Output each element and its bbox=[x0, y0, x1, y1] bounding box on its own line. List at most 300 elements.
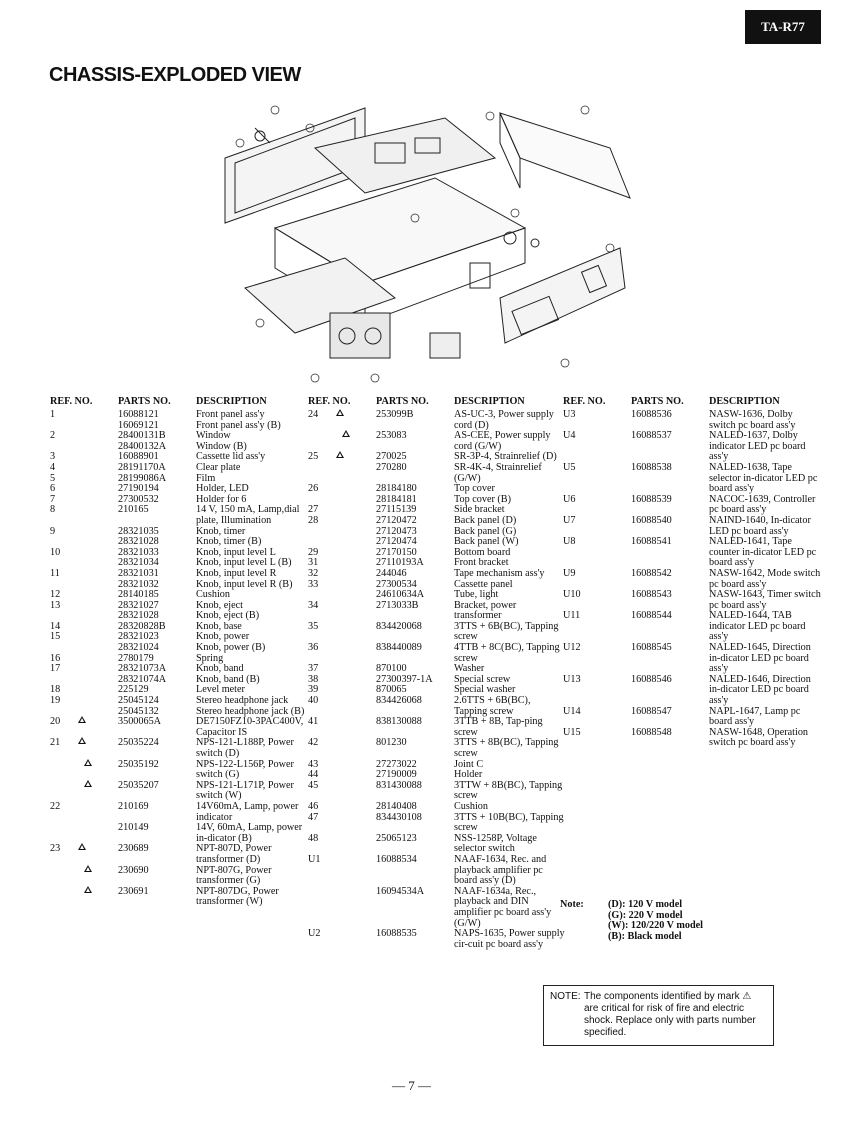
model-note-label: Note: bbox=[560, 899, 584, 910]
description: Knob, input level R bbox=[196, 567, 277, 579]
parts-row bbox=[50, 505, 308, 526]
warning-triangle-icon bbox=[84, 865, 92, 872]
ref-no: U7 bbox=[563, 514, 576, 526]
ref-no: 7 bbox=[50, 493, 56, 505]
description: Back panel (G) bbox=[454, 525, 517, 537]
description: Window bbox=[196, 430, 231, 442]
parts-no: 834430108 bbox=[376, 811, 422, 823]
ref-no: 45 bbox=[308, 779, 319, 791]
ref-no: 35 bbox=[308, 620, 319, 632]
description: NPT-807G, Power transformer (G) bbox=[196, 864, 272, 887]
parts-no: 16088548 bbox=[631, 726, 672, 738]
parts-no: 28199086A bbox=[118, 472, 167, 484]
parts-row bbox=[308, 431, 566, 452]
description: Knob, eject bbox=[196, 599, 243, 611]
ref-no: 21 bbox=[50, 737, 61, 749]
page-number: — 7 — bbox=[392, 1078, 431, 1093]
parts-no: 28400131B bbox=[118, 430, 166, 442]
parts-row bbox=[308, 548, 566, 559]
ref-no: U6 bbox=[563, 493, 576, 505]
ref-no: U4 bbox=[563, 430, 576, 442]
warning-triangle-icon bbox=[84, 759, 92, 766]
parts-no: 870100 bbox=[376, 663, 407, 675]
description: Tube, light bbox=[454, 589, 499, 601]
parts-no: 16088535 bbox=[376, 928, 417, 940]
description: Knob, band bbox=[196, 663, 244, 675]
parts-row bbox=[563, 431, 821, 463]
parts-no: 16088544 bbox=[631, 610, 672, 622]
description: Side bracket bbox=[454, 504, 505, 516]
parts-row bbox=[50, 431, 308, 442]
description: 14V, 60mA, Lamp, power in-dicator (B) bbox=[196, 822, 303, 844]
parts-row bbox=[308, 675, 566, 686]
description: Cushion bbox=[196, 589, 230, 601]
parts-no: 16088540 bbox=[631, 514, 672, 526]
parts-row bbox=[563, 410, 821, 431]
description: Back panel (D) bbox=[454, 514, 517, 526]
parts-no: 834420068 bbox=[376, 620, 422, 632]
description: Stereo headphone jack (B) bbox=[196, 705, 305, 717]
parts-no: 230691 bbox=[118, 885, 149, 897]
parts-no: 16069121 bbox=[118, 419, 159, 431]
parts-row bbox=[50, 580, 308, 591]
parts-no: 27120472 bbox=[376, 514, 417, 526]
parts-no: 16088547 bbox=[631, 705, 672, 717]
parts-row bbox=[308, 590, 566, 601]
description: Top cover bbox=[454, 483, 495, 495]
description: Film bbox=[196, 472, 216, 484]
parts-row bbox=[308, 505, 566, 516]
ref-no: 48 bbox=[308, 832, 319, 844]
ref-no: 20 bbox=[50, 716, 61, 728]
parts-no: 25045132 bbox=[118, 705, 159, 717]
description: 3TTW + 8B(BC), Tapping screw bbox=[454, 779, 563, 802]
parts-no: 27120474 bbox=[376, 536, 417, 548]
parts-no: 28321028 bbox=[118, 536, 159, 548]
parts-row bbox=[50, 643, 308, 654]
ref-no: 44 bbox=[308, 769, 319, 781]
parts-no: 16088534 bbox=[376, 853, 417, 865]
description: NASW-1642, Mode switch pc board ass'y bbox=[709, 567, 821, 590]
parts-row bbox=[308, 834, 566, 855]
parts-row bbox=[308, 760, 566, 771]
parts-no: 27190194 bbox=[118, 483, 159, 495]
description: Knob, input level R (B) bbox=[196, 578, 293, 590]
ref-no: 38 bbox=[308, 673, 319, 685]
description: NAAF-1634, Rec. and playback amplifier pc board ass'y (D) bbox=[454, 853, 547, 887]
ref-no: 6 bbox=[50, 483, 56, 495]
parts-row bbox=[50, 421, 308, 432]
parts-row bbox=[50, 410, 308, 421]
exploded-view-diagram bbox=[215, 98, 635, 388]
parts-no: 16094534A bbox=[376, 885, 425, 897]
parts-row bbox=[308, 495, 566, 506]
parts-row bbox=[308, 855, 566, 887]
parts-row bbox=[308, 622, 566, 643]
description: Knob, timer (B) bbox=[196, 536, 262, 548]
description: Bottom board bbox=[454, 546, 511, 558]
description: Front panel ass'y bbox=[196, 409, 265, 420]
parts-row bbox=[563, 707, 821, 728]
parts-no: 270280 bbox=[376, 461, 407, 473]
parts-row bbox=[50, 760, 308, 781]
description: NASW-1643, Timer switch pc board ass'y bbox=[709, 589, 821, 611]
ref-no: 1 bbox=[50, 409, 56, 420]
parts-row bbox=[563, 643, 821, 675]
description: NALED-1641, Tape counter in-dicator LED pc board ass'y bbox=[709, 536, 817, 569]
ref-no: 15 bbox=[50, 631, 61, 643]
description: SR-3P-4, Strainrelief (D) bbox=[454, 451, 557, 463]
parts-column-1 bbox=[50, 397, 308, 908]
description: NAAF-1634a, Rec., playback and DIN amplifier pc board ass'y (G/W) bbox=[454, 885, 552, 929]
ref-no: 42 bbox=[308, 737, 319, 749]
description: 14V60mA, Lamp, power indicator bbox=[196, 800, 299, 823]
ref-no: U15 bbox=[563, 726, 581, 738]
parts-no: 28321034 bbox=[118, 557, 159, 569]
parts-no: 25035192 bbox=[118, 758, 159, 770]
parts-row bbox=[50, 590, 308, 601]
warning-triangle-icon bbox=[84, 780, 92, 787]
ref-no-header: REF. NO. bbox=[50, 396, 93, 407]
description: NALED-1646, Direction in-dicator LED pc board ass'y bbox=[709, 673, 811, 707]
parts-no: 253099B bbox=[376, 409, 414, 420]
ref-no: 34 bbox=[308, 599, 319, 611]
parts-no: 253083 bbox=[376, 430, 407, 442]
parts-no: 16088545 bbox=[631, 642, 672, 654]
ref-no: 41 bbox=[308, 716, 319, 728]
warning-triangle-icon bbox=[78, 737, 86, 744]
description: NALED-1638, Tape selector in-dicator LED pc board ass'y bbox=[709, 461, 818, 495]
parts-no: 838440089 bbox=[376, 642, 422, 654]
parts-row bbox=[308, 813, 566, 834]
parts-no-header: PARTS NO. bbox=[376, 396, 429, 407]
parts-no: 244046 bbox=[376, 567, 407, 579]
ref-no: 37 bbox=[308, 663, 319, 675]
description: Washer bbox=[454, 663, 485, 675]
description: NASW-1636, Dolby switch pc board ass'y bbox=[709, 409, 796, 431]
ref-no: 39 bbox=[308, 684, 319, 696]
description: Knob, input level L (B) bbox=[196, 557, 292, 569]
ref-no: 17 bbox=[50, 663, 61, 675]
parts-row bbox=[50, 569, 308, 580]
parts-row bbox=[308, 516, 566, 527]
parts-row bbox=[308, 410, 566, 431]
ref-no: 9 bbox=[50, 525, 56, 537]
description: Front bracket bbox=[454, 557, 509, 569]
parts-no: 27110193A bbox=[376, 557, 424, 569]
parts-no: 27190009 bbox=[376, 769, 417, 781]
ref-no: U2 bbox=[308, 928, 321, 940]
parts-no: 16088538 bbox=[631, 461, 672, 473]
parts-row bbox=[308, 781, 566, 802]
ref-no: U14 bbox=[563, 705, 581, 717]
warning-triangle-icon bbox=[78, 843, 86, 850]
parts-no: 16088541 bbox=[631, 536, 672, 548]
description: NPS-122-L156P, Power switch (G) bbox=[196, 758, 294, 781]
ref-no: 29 bbox=[308, 546, 319, 558]
parts-row bbox=[308, 929, 566, 950]
ref-no: U9 bbox=[563, 567, 576, 579]
description: NALED-1644, TAB indicator LED pc board ass'y bbox=[709, 610, 806, 643]
ref-no: 43 bbox=[308, 758, 319, 770]
ref-no: 36 bbox=[308, 642, 319, 654]
ref-no: U13 bbox=[563, 673, 581, 685]
parts-row bbox=[50, 632, 308, 643]
description: NPS-121-L171P, Power switch (W) bbox=[196, 779, 294, 802]
parts-no: 27115139 bbox=[376, 504, 417, 516]
ref-no-header: REF. NO. bbox=[308, 396, 351, 407]
model-note-line: (G): 220 V model bbox=[608, 909, 683, 921]
ref-no: 22 bbox=[50, 800, 61, 812]
description: Knob, power bbox=[196, 631, 250, 643]
parts-no: 28321073A bbox=[118, 663, 167, 675]
parts-row bbox=[50, 664, 308, 675]
parts-row bbox=[308, 601, 566, 622]
parts-no: 28321028 bbox=[118, 610, 159, 622]
description: Cushion bbox=[454, 800, 488, 812]
ref-no: 5 bbox=[50, 472, 56, 484]
parts-row bbox=[50, 611, 308, 622]
parts-row bbox=[308, 643, 566, 664]
ref-no: 28 bbox=[308, 514, 319, 526]
parts-row bbox=[50, 452, 308, 463]
parts-row bbox=[50, 866, 308, 887]
parts-no: 2713033B bbox=[376, 599, 419, 611]
parts-row bbox=[563, 675, 821, 707]
description: Knob, base bbox=[196, 620, 242, 632]
parts-row bbox=[50, 738, 308, 759]
parts-no-header: PARTS NO. bbox=[631, 396, 684, 407]
parts-row bbox=[563, 590, 821, 611]
description: 3TTS + 6B(BC), Tapping screw bbox=[454, 620, 559, 643]
description: NPT-807DG, Power transformer (W) bbox=[196, 885, 279, 908]
parts-no: 25065123 bbox=[376, 832, 417, 844]
parts-row bbox=[50, 823, 308, 844]
parts-no: 28184180 bbox=[376, 483, 417, 495]
description: Window (B) bbox=[196, 440, 247, 452]
description-header: DESCRIPTION bbox=[196, 396, 267, 407]
parts-row bbox=[308, 887, 566, 929]
description: Cassette lid ass'y bbox=[196, 451, 266, 463]
warning-triangle-icon bbox=[336, 451, 344, 458]
parts-row bbox=[308, 802, 566, 813]
parts-no: 27300534 bbox=[376, 578, 417, 590]
description: Spring bbox=[196, 652, 224, 664]
safety-note-label: NOTE: bbox=[550, 991, 581, 1002]
parts-row bbox=[563, 728, 821, 749]
description: Knob, eject (B) bbox=[196, 610, 260, 622]
parts-no: 270025 bbox=[376, 451, 407, 463]
ref-no: U5 bbox=[563, 461, 576, 473]
ref-no: U12 bbox=[563, 642, 581, 654]
ref-no: 2 bbox=[50, 430, 56, 442]
parts-no: 28400132A bbox=[118, 440, 167, 452]
parts-row bbox=[50, 442, 308, 453]
parts-row bbox=[308, 664, 566, 675]
parts-no: 3500065A bbox=[118, 716, 162, 728]
ref-no: 4 bbox=[50, 461, 56, 473]
description: NALED-1645, Direction in-dicator LED pc board ass'y bbox=[709, 642, 811, 675]
parts-no: 28321074A bbox=[118, 673, 167, 685]
ref-no: U8 bbox=[563, 536, 576, 548]
parts-row bbox=[50, 781, 308, 802]
ref-no: 32 bbox=[308, 567, 319, 579]
ref-no: 11 bbox=[50, 567, 60, 579]
parts-no: 28321027 bbox=[118, 599, 159, 611]
safety-note-text: The components identified by mark ⚠ are critical for risk of fire and electric shock. Replace only with parts number specified. bbox=[584, 991, 756, 1038]
ref-no: 12 bbox=[50, 589, 61, 601]
parts-row bbox=[50, 463, 308, 474]
parts-no: 838130088 bbox=[376, 716, 422, 728]
warning-triangle-icon bbox=[78, 716, 86, 723]
parts-no: 28321023 bbox=[118, 631, 159, 643]
parts-row bbox=[563, 537, 821, 569]
parts-row bbox=[50, 622, 308, 633]
ref-no: 31 bbox=[308, 557, 319, 569]
description: NPS-121-L188P, Power switch (D) bbox=[196, 737, 294, 759]
parts-row bbox=[563, 611, 821, 643]
parts-no: 27273022 bbox=[376, 758, 417, 770]
description: Clear plate bbox=[196, 461, 241, 473]
parts-no: 834426068 bbox=[376, 695, 422, 707]
parts-row bbox=[50, 474, 308, 485]
warning-triangle-icon bbox=[84, 886, 92, 893]
description: Knob, power (B) bbox=[196, 642, 266, 654]
page-title: CHASSIS-EXPLODED VIEW bbox=[49, 64, 301, 86]
model-note-line: (B): Black model bbox=[608, 930, 682, 942]
description: NSS-1258P, Voltage selector switch bbox=[454, 832, 537, 855]
description: NAPL-1647, Lamp pc board ass'y bbox=[709, 705, 801, 728]
parts-row bbox=[563, 516, 821, 537]
description: Top cover (B) bbox=[454, 493, 511, 505]
ref-no: 10 bbox=[50, 546, 61, 558]
ref-no: 23 bbox=[50, 843, 61, 855]
description: Front panel ass'y (B) bbox=[196, 419, 281, 431]
parts-row bbox=[50, 802, 308, 823]
parts-row bbox=[563, 569, 821, 590]
parts-no: 24610634A bbox=[376, 589, 425, 601]
description: AS-CEE, Power supply cord (G/W) bbox=[454, 430, 551, 452]
parts-no: 210149 bbox=[118, 822, 149, 834]
model-note bbox=[560, 900, 703, 942]
description: Knob, input level L bbox=[196, 546, 276, 558]
ref-no: 46 bbox=[308, 800, 319, 812]
description: NASW-1648, Operation switch pc board ass'y bbox=[709, 726, 809, 749]
parts-no-header: PARTS NO. bbox=[118, 396, 171, 407]
ref-no: 40 bbox=[308, 695, 319, 707]
parts-row bbox=[308, 527, 566, 538]
description: Holder, LED bbox=[196, 483, 249, 495]
parts-no: 210169 bbox=[118, 800, 149, 812]
column-header bbox=[50, 397, 308, 410]
description: Special screw bbox=[454, 673, 511, 685]
parts-row bbox=[308, 738, 566, 759]
description: Knob, band (B) bbox=[196, 673, 260, 685]
ref-no: 3 bbox=[50, 451, 56, 463]
parts-no: 27300532 bbox=[118, 493, 159, 505]
parts-no: 25045124 bbox=[118, 695, 159, 707]
ref-no: 27 bbox=[308, 504, 319, 516]
ref-no: 16 bbox=[50, 652, 61, 664]
parts-row bbox=[50, 887, 308, 908]
description: 3TTB + 8B, Tap-ping screw bbox=[454, 716, 543, 738]
description: Special washer bbox=[454, 684, 516, 696]
parts-row bbox=[308, 484, 566, 495]
description: Cassette panel bbox=[454, 578, 513, 590]
parts-row bbox=[50, 527, 308, 538]
parts-row bbox=[563, 463, 821, 495]
description: 2.6TTS + 6B(BC), Tapping screw bbox=[454, 695, 531, 717]
parts-no: 210165 bbox=[118, 504, 149, 516]
description: NAPS-1635, Power supply cir-cuit pc board ass'y bbox=[454, 928, 565, 950]
ref-no: 18 bbox=[50, 684, 61, 696]
parts-row bbox=[308, 463, 566, 484]
parts-column-2 bbox=[308, 397, 566, 950]
parts-row bbox=[50, 844, 308, 865]
parts-column-3 bbox=[563, 397, 821, 749]
parts-no: 28320828B bbox=[118, 620, 166, 632]
parts-no: 16088539 bbox=[631, 493, 672, 505]
parts-no: 2780179 bbox=[118, 652, 154, 664]
ref-no: 24 bbox=[308, 409, 319, 420]
parts-row bbox=[563, 495, 821, 516]
description: Stereo headphone jack bbox=[196, 695, 289, 707]
description: NPT-807D, Power transformer (D) bbox=[196, 843, 272, 865]
parts-no: 230689 bbox=[118, 843, 149, 855]
description: SR-4K-4, Strainrelief (G/W) bbox=[454, 461, 542, 484]
description: 14 V, 150 mA, Lamp,dial plate, Illumination bbox=[196, 504, 300, 526]
parts-no: 16088121 bbox=[118, 409, 159, 420]
model-note-line: (D): 120 V model bbox=[608, 899, 683, 910]
warning-triangle-icon bbox=[336, 409, 344, 416]
parts-row bbox=[308, 569, 566, 580]
description: 4TTB + 8C(BC), Tapping screw bbox=[454, 642, 560, 664]
parts-no: 25035207 bbox=[118, 779, 159, 791]
description: NACOC-1639, Controller pc board ass'y bbox=[709, 493, 816, 516]
description: Bracket, power transformer bbox=[454, 599, 517, 622]
parts-no: 28191170A bbox=[118, 461, 166, 473]
warning-triangle-icon bbox=[342, 430, 350, 437]
ref-no: U11 bbox=[563, 610, 581, 622]
ref-no: 25 bbox=[308, 451, 319, 463]
parts-no: 16088536 bbox=[631, 409, 672, 420]
parts-row bbox=[308, 717, 566, 738]
description: NALED-1637, Dolby indicator LED pc board ass'y bbox=[709, 430, 806, 463]
description: Holder bbox=[454, 769, 483, 781]
parts-no: 16088901 bbox=[118, 451, 159, 463]
parts-no: 28140185 bbox=[118, 589, 159, 601]
parts-no: 28321033 bbox=[118, 546, 159, 558]
ref-no-header: REF. NO. bbox=[563, 396, 606, 407]
ref-no: 19 bbox=[50, 695, 61, 707]
description: Tape mechanism ass'y bbox=[454, 567, 545, 579]
description: 3TTS + 8B(BC), Tapping screw bbox=[454, 737, 559, 759]
description: DE7150FZ10-3PAC400V, Capacitor IS bbox=[196, 716, 304, 738]
parts-no: 230690 bbox=[118, 864, 149, 876]
description: 3TTS + 10B(BC), Tapping screw bbox=[454, 811, 564, 834]
parts-no: 28321032 bbox=[118, 578, 159, 590]
parts-no: 27300397-1A bbox=[376, 673, 433, 685]
description: Knob, timer bbox=[196, 525, 246, 537]
ref-no: 47 bbox=[308, 811, 319, 823]
description-header: DESCRIPTION bbox=[709, 396, 780, 407]
parts-no: 16088543 bbox=[631, 589, 672, 601]
description: Level meter bbox=[196, 684, 245, 696]
description: Holder for 6 bbox=[196, 493, 247, 505]
parts-row bbox=[50, 654, 308, 665]
ref-no: 14 bbox=[50, 620, 61, 632]
parts-row bbox=[50, 601, 308, 612]
